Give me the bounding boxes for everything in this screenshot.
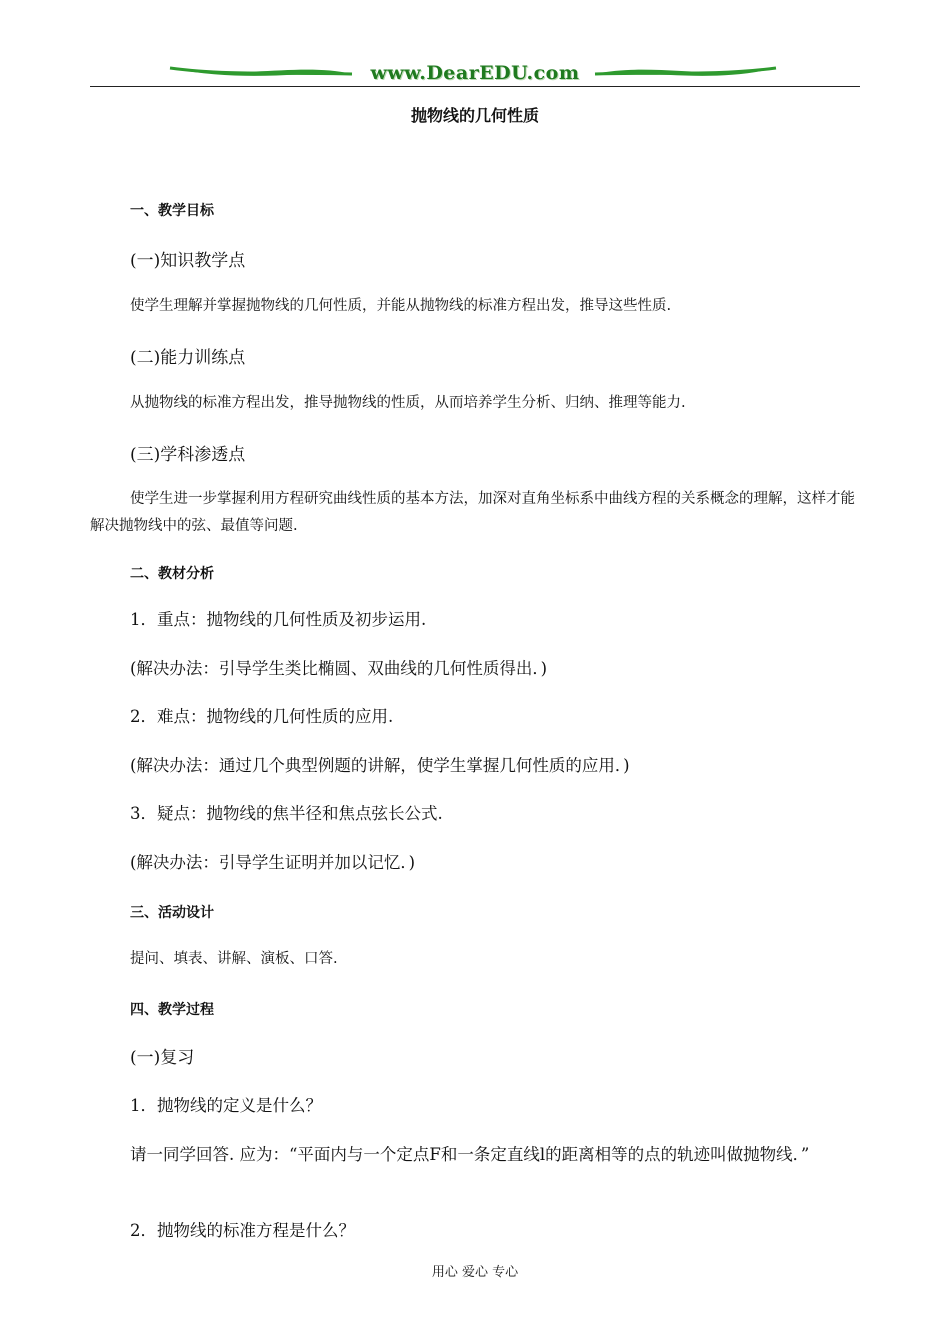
review-question-1: 1．抛物线的定义是什么？ <box>130 1096 322 1115</box>
subheading-discipline: (三)学科渗透点 <box>130 445 246 465</box>
review-question-2: 2．抛物线的标准方程是什么？ <box>130 1221 355 1240</box>
paragraph-ability: 从抛物线的标准方程出发，推导抛物线的性质，从而培养学生分析、归纳、推理等能力. <box>130 395 686 411</box>
analysis-item-doubt: 3．疑点：抛物线的焦半径和焦点弦长公式. <box>130 804 443 823</box>
site-logo: www.DearEDU.com <box>370 62 580 84</box>
paragraph-activities: 提问、填表、讲解、演板、口答. <box>130 951 338 967</box>
review-answer-1: 请一同学回答. 应为：“平面内与一个定点F和一条定直线l的距离相等的点的轨迹叫做抛物线．” <box>130 1145 810 1164</box>
subheading-knowledge: (一)知识教学点 <box>130 251 246 271</box>
analysis-item-difficulty: 2．难点：抛物线的几何性质的应用. <box>130 707 394 726</box>
section-heading-process: 四、教学过程 <box>130 1002 214 1018</box>
subheading-review: (一)复习 <box>130 1048 195 1068</box>
analysis-solution-2: (解决办法：通过几个典型例题的讲解，使学生掌握几何性质的应用．) <box>130 756 630 775</box>
analysis-solution-3: (解决办法：引导学生证明并加以记忆．) <box>130 853 416 872</box>
page-footer: 用心 爱心 专心 <box>431 1265 519 1280</box>
paragraph-discipline: 使学生进一步掌握利用方程研究曲线性质的基本方法，加深对直角坐标系中曲线方程的关系概念的理解，这样才能解决抛物线中的弦、最值等问题. <box>90 491 855 534</box>
section-heading-analysis: 二、教材分析 <box>130 566 214 582</box>
subheading-ability: (二)能力训练点 <box>130 348 246 368</box>
section-heading-objectives: 一、教学目标 <box>130 203 214 219</box>
paragraph-knowledge: 使学生理解并掌握抛物线的几何性质，并能从抛物线的标准方程出发，推导这些性质. <box>130 298 672 314</box>
section-heading-activities: 三、活动设计 <box>130 905 214 921</box>
analysis-solution-1: (解决办法：引导学生类比椭圆、双曲线的几何性质得出．) <box>130 659 548 678</box>
document-title: 抛物线的几何性质 <box>410 106 539 125</box>
header-divider <box>90 86 860 87</box>
analysis-item-key-point: 1．重点：抛物线的几何性质及初步运用. <box>130 610 427 629</box>
